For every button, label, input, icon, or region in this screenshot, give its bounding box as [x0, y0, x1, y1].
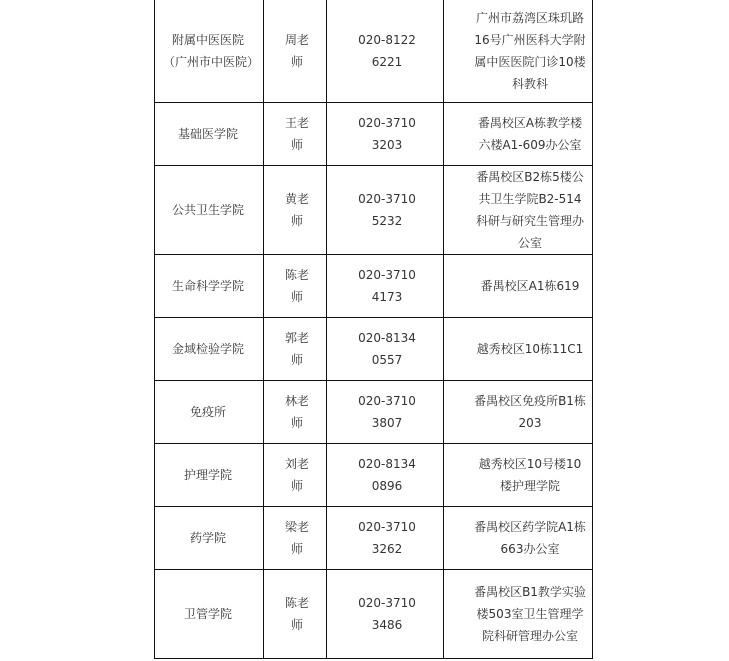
address-cell: [444, 318, 593, 381]
address-text: 广州市荔湾区珠玑路16号广州医科大学附属中医医院门诊10楼科教科: [474, 10, 586, 91]
phone-number: 020-37105232: [358, 192, 416, 228]
contact-name: 王老师: [284, 116, 309, 152]
contact-name: 陈老师: [284, 268, 309, 304]
table-row: [155, 318, 593, 381]
phone-number: 020-81340896: [358, 457, 416, 493]
institution-cell: [155, 507, 264, 570]
institution-cell: [155, 381, 264, 444]
phone-cell: [327, 381, 444, 444]
contact-cell: [264, 381, 327, 444]
contact-cell: [264, 255, 327, 318]
address-cell: [444, 0, 593, 103]
institution-name: 护理学院: [183, 468, 232, 482]
address-cell: [444, 381, 593, 444]
address-cell: [444, 255, 593, 318]
address-cell: [444, 166, 593, 255]
institution-cell: [155, 255, 264, 318]
table-row: [155, 444, 593, 507]
institution-name: 免疫所: [189, 405, 226, 419]
table-row: [155, 381, 593, 444]
phone-cell: [327, 0, 444, 103]
contact-name: 郭老师: [284, 331, 309, 367]
phone-cell: [327, 103, 444, 166]
address-text: 番禺校区A栋教学楼六楼A1-609办公室: [477, 116, 583, 152]
phone-number: 020-37103203: [358, 116, 416, 152]
address-text: 番禺校区B2栋5楼公共卫生学院B2-514科研与研究生管理办公室: [475, 170, 584, 250]
address-text: 番禺校区B1教学实验楼503室卫生管理学院科研管理办公室: [474, 585, 586, 643]
phone-number: 020-37103486: [358, 596, 416, 632]
phone-number: 020-37104173: [358, 268, 416, 304]
institution-name: 药学院: [189, 531, 226, 545]
address-text: 番禺校区药学院A1栋663办公室: [474, 520, 586, 556]
phone-number: 020-81226221: [358, 32, 416, 69]
table-row: [155, 570, 593, 659]
institution-cell: [155, 0, 264, 103]
institution-name: 基础医学院: [177, 127, 238, 141]
table-row: [155, 103, 593, 166]
phone-cell: [327, 255, 444, 318]
institution-cell: [155, 103, 264, 166]
contact-name: 林老师: [284, 394, 309, 430]
contact-cell: [264, 507, 327, 570]
address-text: 越秀校区10号楼10楼护理学院: [478, 457, 582, 493]
phone-cell: [327, 507, 444, 570]
phone-number: 020-37103262: [358, 520, 416, 556]
phone-cell: [327, 444, 444, 507]
contacts-table: [154, 0, 593, 659]
phone-number: 020-37103807: [358, 394, 416, 430]
contact-cell: [264, 318, 327, 381]
institution-name: 公共卫生学院: [171, 203, 244, 217]
address-cell: [444, 507, 593, 570]
contact-cell: [264, 570, 327, 659]
contact-name: 陈老师: [284, 596, 309, 632]
table-row: [155, 255, 593, 318]
institution-cell: [155, 444, 264, 507]
institution-cell: [155, 570, 264, 659]
address-cell: [444, 444, 593, 507]
table-row: [155, 507, 593, 570]
phone-cell: [327, 318, 444, 381]
address-cell: [444, 570, 593, 659]
contact-name: 周老师: [284, 32, 309, 69]
contact-name: 黄老师: [284, 192, 309, 228]
institution-name: 卫管学院: [183, 607, 232, 621]
institution-cell: [155, 166, 264, 255]
contact-cell: [264, 103, 327, 166]
address-text: 越秀校区10栋11C1: [476, 342, 584, 356]
contact-cell: [264, 0, 327, 103]
contact-name: 梁老师: [284, 520, 309, 556]
phone-number: 020-81340557: [358, 331, 416, 367]
institution-name: 生命科学学院: [171, 279, 244, 293]
address-text: 番禺校区免疫所B1栋203: [474, 394, 586, 430]
contact-cell: [264, 444, 327, 507]
table-row: [155, 166, 593, 255]
institution-name: 附属中医医院（广州市中医院）: [163, 32, 260, 69]
contact-cell: [264, 166, 327, 255]
phone-cell: [327, 166, 444, 255]
phone-cell: [327, 570, 444, 659]
institution-name: 金域检验学院: [171, 342, 244, 356]
contact-name: 刘老师: [284, 457, 309, 493]
institution-cell: [155, 318, 264, 381]
address-cell: [444, 103, 593, 166]
table-row: [155, 0, 593, 103]
address-text: 番禺校区A1栋619: [480, 279, 580, 293]
